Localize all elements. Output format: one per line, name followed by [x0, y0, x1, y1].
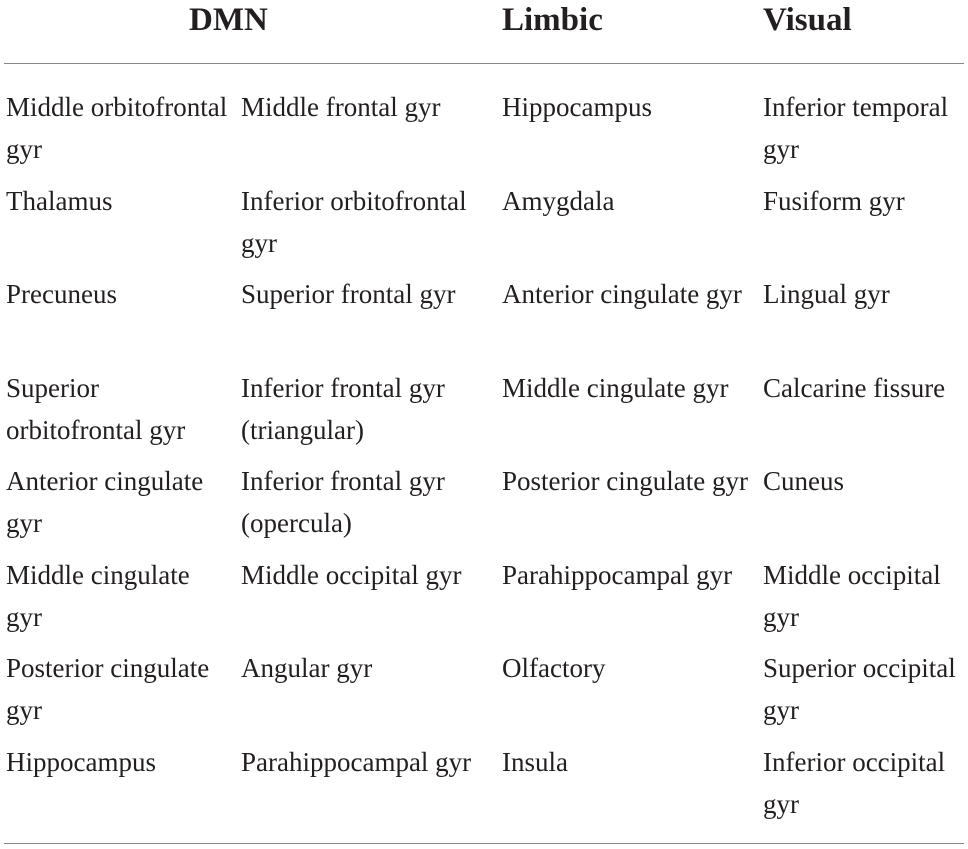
- header-rule: [4, 63, 964, 64]
- cell-limbic: Hippocampus: [502, 92, 652, 122]
- cell-limbic: Amygdala: [502, 185, 615, 216]
- cell-dmn-a: Middle cingulate gyr: [6, 559, 190, 632]
- cell-visual: Inferior temporal gyr: [763, 92, 949, 164]
- table-row: [0, 86, 968, 180]
- cell-visual: Superior occipital gyr: [763, 653, 956, 725]
- cell-dmn-b: Inferior frontal gyr (opercula): [241, 466, 445, 538]
- cell-dmn-a: Middle orbitofrontal gyr: [6, 92, 228, 164]
- table-row: [0, 367, 968, 461]
- cell-dmn-a: Hippocampus: [6, 746, 156, 777]
- table-body: [0, 86, 968, 834]
- table-row: [0, 180, 968, 274]
- header-limbic: Limbic: [502, 2, 603, 38]
- cell-dmn-a: Superior orbitofrontal gyr: [6, 372, 186, 445]
- table-header: [0, 0, 968, 62]
- cell-limbic: Posterior cingulate gyr: [502, 466, 748, 496]
- table-row: [0, 554, 968, 648]
- cell-visual: Inferior occipital gyr: [763, 746, 946, 819]
- cell-visual: Cuneus: [763, 466, 844, 496]
- cell-dmn-a: Anterior cingulate gyr: [6, 466, 204, 538]
- cell-dmn-b: Middle occipital gyr: [241, 559, 462, 590]
- cell-limbic: Insula: [502, 746, 568, 777]
- cell-visual: Lingual gyr: [763, 279, 890, 309]
- footer-rule: [4, 843, 964, 844]
- cell-dmn-b: Parahippocampal gyr: [241, 746, 472, 777]
- cell-dmn-a: Posterior cingulate gyr: [6, 653, 210, 725]
- cell-visual: Calcarine fissure: [763, 372, 946, 403]
- cell-dmn-a: Thalamus: [6, 185, 113, 216]
- cell-limbic: Parahippocampal gyr: [502, 559, 733, 590]
- cell-dmn-b: Inferior orbitofrontal gyr: [241, 185, 467, 258]
- cell-dmn-b: Middle frontal gyr: [241, 92, 441, 122]
- cell-limbic: Middle cingulate gyr: [502, 372, 729, 403]
- table-row: [0, 647, 968, 741]
- table-row: [0, 460, 968, 554]
- cell-visual: Middle occipital gyr: [763, 559, 941, 632]
- cell-dmn-b: Inferior frontal gyr (triangular): [241, 372, 445, 445]
- cell-limbic: Anterior cingulate gyr: [502, 279, 742, 309]
- table-row: [0, 741, 968, 835]
- header-visual: Visual: [763, 2, 852, 38]
- table-row: [0, 273, 968, 367]
- cell-visual: Fusiform gyr: [763, 185, 905, 216]
- cell-dmn-b: Angular gyr: [241, 653, 373, 683]
- cell-dmn-a: Precuneus: [6, 279, 117, 309]
- cell-limbic: Olfactory: [502, 653, 606, 683]
- header-dmn: DMN: [189, 2, 268, 38]
- cell-dmn-b: Superior frontal gyr: [241, 279, 456, 309]
